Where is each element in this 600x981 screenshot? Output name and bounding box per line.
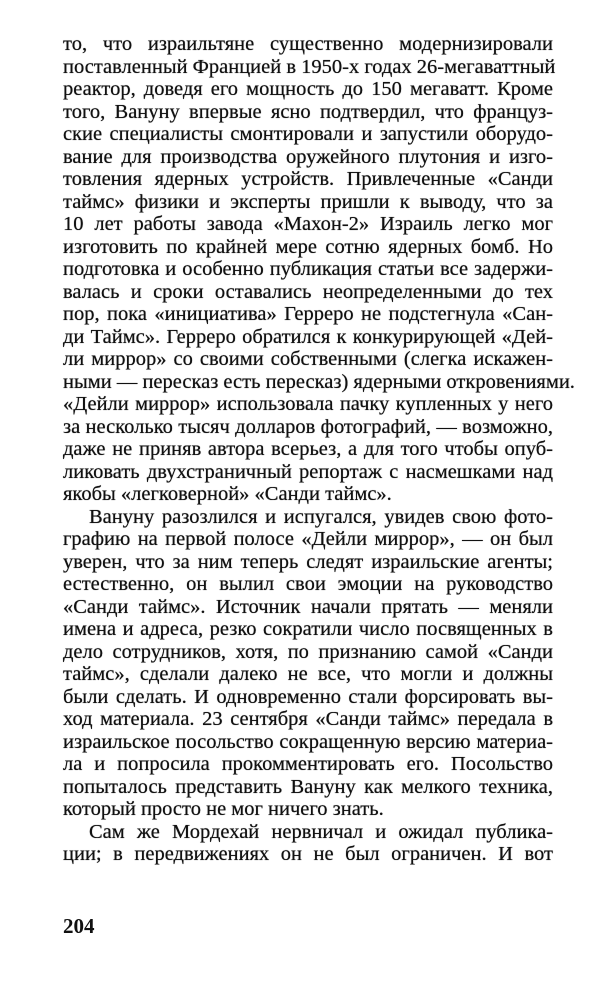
text-line: ди Таймс». Герреро обратился к конкурирующей «Дей-: [63, 325, 553, 348]
text-line: то, что израильтяне существенно модернизировали: [63, 33, 553, 55]
text-line: естественно, он вылил свои эмоции на руководство: [63, 573, 553, 595]
text-line: ла и попросила прокомментировать его. Посольство: [63, 753, 553, 775]
text-line: за несколько тысяч долларов фотографий, — возможно,: [63, 415, 553, 438]
text-line: ции; в передвижениях он не был ограничен. И вот: [63, 843, 553, 865]
text-line: уверен, что за ним теперь следят израильские агенты;: [63, 550, 553, 573]
text-line: валась и сроки оставались неопределенными до тех: [63, 280, 553, 303]
text-line: ли миррор» со своими собственными (слегка искажен-: [63, 348, 553, 370]
page-body-text: [63, 33, 575, 866]
text-line: реактор, доведя его мощность до 150 мегаватт. Кроме: [63, 78, 553, 100]
text-line: израильское посольство сокращенную версию материа-: [63, 730, 553, 753]
text-line: ские специалисты смонтировали и запустили оборудо-: [63, 123, 553, 145]
text-line: того, Вануну впервые ясно подтвердил, что француз-: [63, 100, 553, 123]
text-line: таймс», сделали далеко не все, что могли и должны: [63, 663, 553, 685]
text-line: имена и адреса, резко сократили число посвященных в: [63, 618, 553, 640]
text-line: попыталось представить Вануну как мелкого техника,: [63, 775, 553, 798]
text-line: поставленный Францией в 1950-х годах 26-мегаваттный: [63, 55, 556, 78]
text-line: пор, пока «инициатива» Герреро не подстегнула «Сан-: [63, 303, 553, 325]
text-line: «Дейли миррор» использовала пачку купленных у него: [63, 393, 553, 415]
paragraph: [63, 506, 553, 821]
text-line: ными — пересказ есть пересказ) ядерными откровениями.: [63, 370, 575, 393]
text-line: 10 лет работы завода «Махон-2» Израиль легко мог: [63, 213, 553, 235]
text-line: Сам же Мордехай нервничал и ожидал публика-: [89, 820, 553, 843]
page-number: 204: [63, 914, 95, 938]
text-line: вание для производства оружейного плутония и изго-: [63, 145, 553, 168]
text-line: даже не приняв автора всерьез, а для того чтобы опуб-: [63, 438, 553, 460]
text-line: подготовка и особенно публикация статьи все задержи-: [63, 258, 553, 280]
text-line: товления ядерных устройств. Привлеченные «Санди: [63, 168, 553, 190]
text-line: якобы «легковерной» «Санди таймс».: [63, 483, 392, 505]
text-line: графию на первой полосе «Дейли миррор», — он был: [63, 528, 553, 550]
text-line: Вануну разозлился и испугался, увидев свою фото-: [89, 505, 553, 528]
text-line: ход материала. 23 сентября «Санди таймс» передала в: [63, 708, 553, 730]
text-line: были сделать. И одновременно стали форсировать вы-: [63, 685, 553, 708]
paragraph: [63, 821, 553, 866]
paragraph: [63, 33, 575, 506]
text-line: «Санди таймс». Источник начали прятать — меняли: [63, 595, 553, 618]
text-line: таймс» физики и эксперты пришли к выводу, что за: [63, 190, 553, 213]
text-line: изготовить по крайней мере сотню ядерных бомб. Но: [63, 235, 553, 258]
text-line: ликовать двухстраничный репортаж с насмешками над: [63, 460, 553, 483]
text-line: который просто не мог ничего знать.: [63, 798, 384, 820]
text-line: дело сотрудников, хотя, по признанию самой «Санди: [63, 640, 553, 663]
